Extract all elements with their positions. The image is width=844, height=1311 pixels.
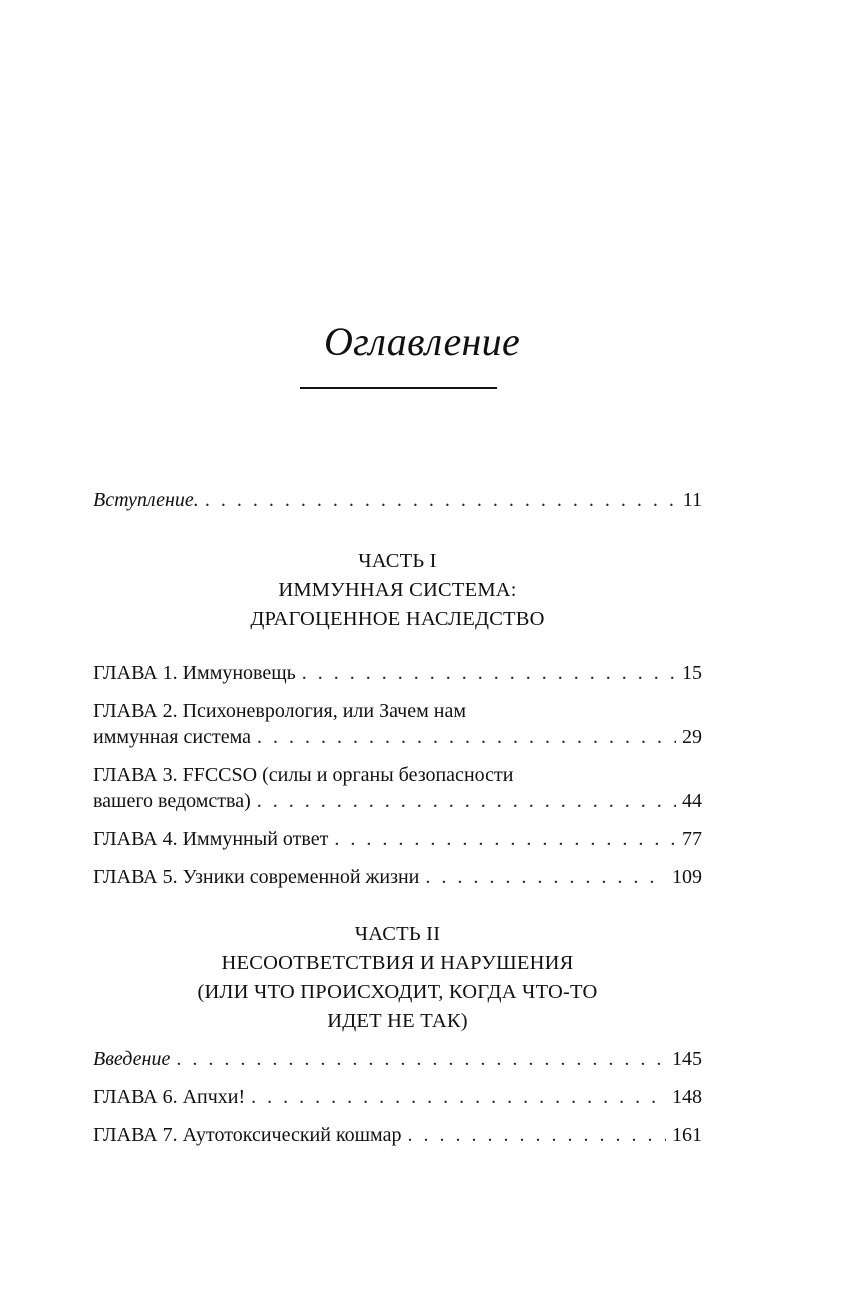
leader-dots <box>205 487 677 513</box>
toc-page-number: 148 <box>672 1086 702 1108</box>
part-1-heading-block <box>93 547 702 634</box>
toc-entry-chapter-3[interactable] <box>93 762 702 814</box>
toc-entry-intro[interactable] <box>93 487 702 513</box>
leader-dots <box>425 864 666 890</box>
toc-entry-chapter-5[interactable] <box>93 864 702 890</box>
toc-entry-chapter-6[interactable] <box>93 1084 702 1110</box>
part-2-heading: ЧАСТЬ II <box>354 923 441 945</box>
part-2-heading-block <box>93 920 702 1036</box>
toc-entry-chapter-7[interactable] <box>93 1122 702 1148</box>
leader-dots <box>257 724 676 750</box>
part-1-heading: ЧАСТЬ I <box>358 550 437 572</box>
leader-dots <box>407 1122 666 1148</box>
page-title: Оглавление <box>323 319 521 364</box>
toc-page-number: 15 <box>682 662 702 684</box>
leader-dots <box>251 1084 666 1110</box>
toc-entry-label: Вступление. <box>93 489 199 511</box>
toc-entry-label-continued: иммунная система <box>93 726 251 748</box>
toc-page-number: 109 <box>672 866 702 888</box>
toc-entry-chapter-4[interactable] <box>93 826 702 852</box>
part-1-title-line: ДРАГОЦЕННОЕ НАСЛЕДСТВО <box>250 608 545 630</box>
toc-entry-label: ГЛАВА 4. Иммунный ответ <box>93 828 329 850</box>
table-of-contents <box>93 487 702 1148</box>
toc-entry-label: Введение <box>93 1048 171 1070</box>
toc-page-number: 29 <box>682 726 702 748</box>
title-underline <box>300 387 497 389</box>
toc-entry-label: ГЛАВА 5. Узники современной жизни <box>93 866 420 888</box>
leader-dots <box>176 1046 666 1072</box>
part-1-title-line: ИММУННАЯ СИСТЕМА: <box>278 579 517 601</box>
leader-dots <box>334 826 676 852</box>
toc-page-number: 44 <box>682 790 702 812</box>
toc-entry-label: ГЛАВА 6. Апчхи! <box>93 1086 246 1108</box>
toc-page-number: 161 <box>672 1124 702 1146</box>
toc-entry-label: ГЛАВА 2. Психоневрология, или Зачем нам <box>93 700 467 722</box>
part-2-title-line: (ИЛИ ЧТО ПРОИСХОДИТ, КОГДА ЧТО-ТО <box>197 981 598 1003</box>
toc-entry-chapter-1[interactable] <box>93 660 702 686</box>
toc-page-number: 11 <box>682 489 702 511</box>
toc-entry-part-2-intro[interactable] <box>93 1046 702 1072</box>
toc-entry-label: ГЛАВА 7. Аутотоксический кошмар <box>93 1124 402 1146</box>
leader-dots <box>302 660 676 686</box>
toc-page-number: 145 <box>672 1048 702 1070</box>
part-2-title-line: НЕСООТВЕТСТВИЯ И НАРУШЕНИЯ <box>221 952 574 974</box>
leader-dots <box>257 788 676 814</box>
part-2-title-line: ИДЕТ НЕ ТАК) <box>327 1010 468 1032</box>
toc-entry-label: ГЛАВА 1. Иммуновещь <box>93 662 296 684</box>
toc-entry-label: ГЛАВА 3. FFCCSO (силы и органы безопасности <box>93 764 514 786</box>
toc-entry-label-continued: вашего ведомства) <box>93 790 251 812</box>
toc-entry-chapter-2[interactable] <box>93 698 702 750</box>
toc-page-number: 77 <box>682 828 702 850</box>
